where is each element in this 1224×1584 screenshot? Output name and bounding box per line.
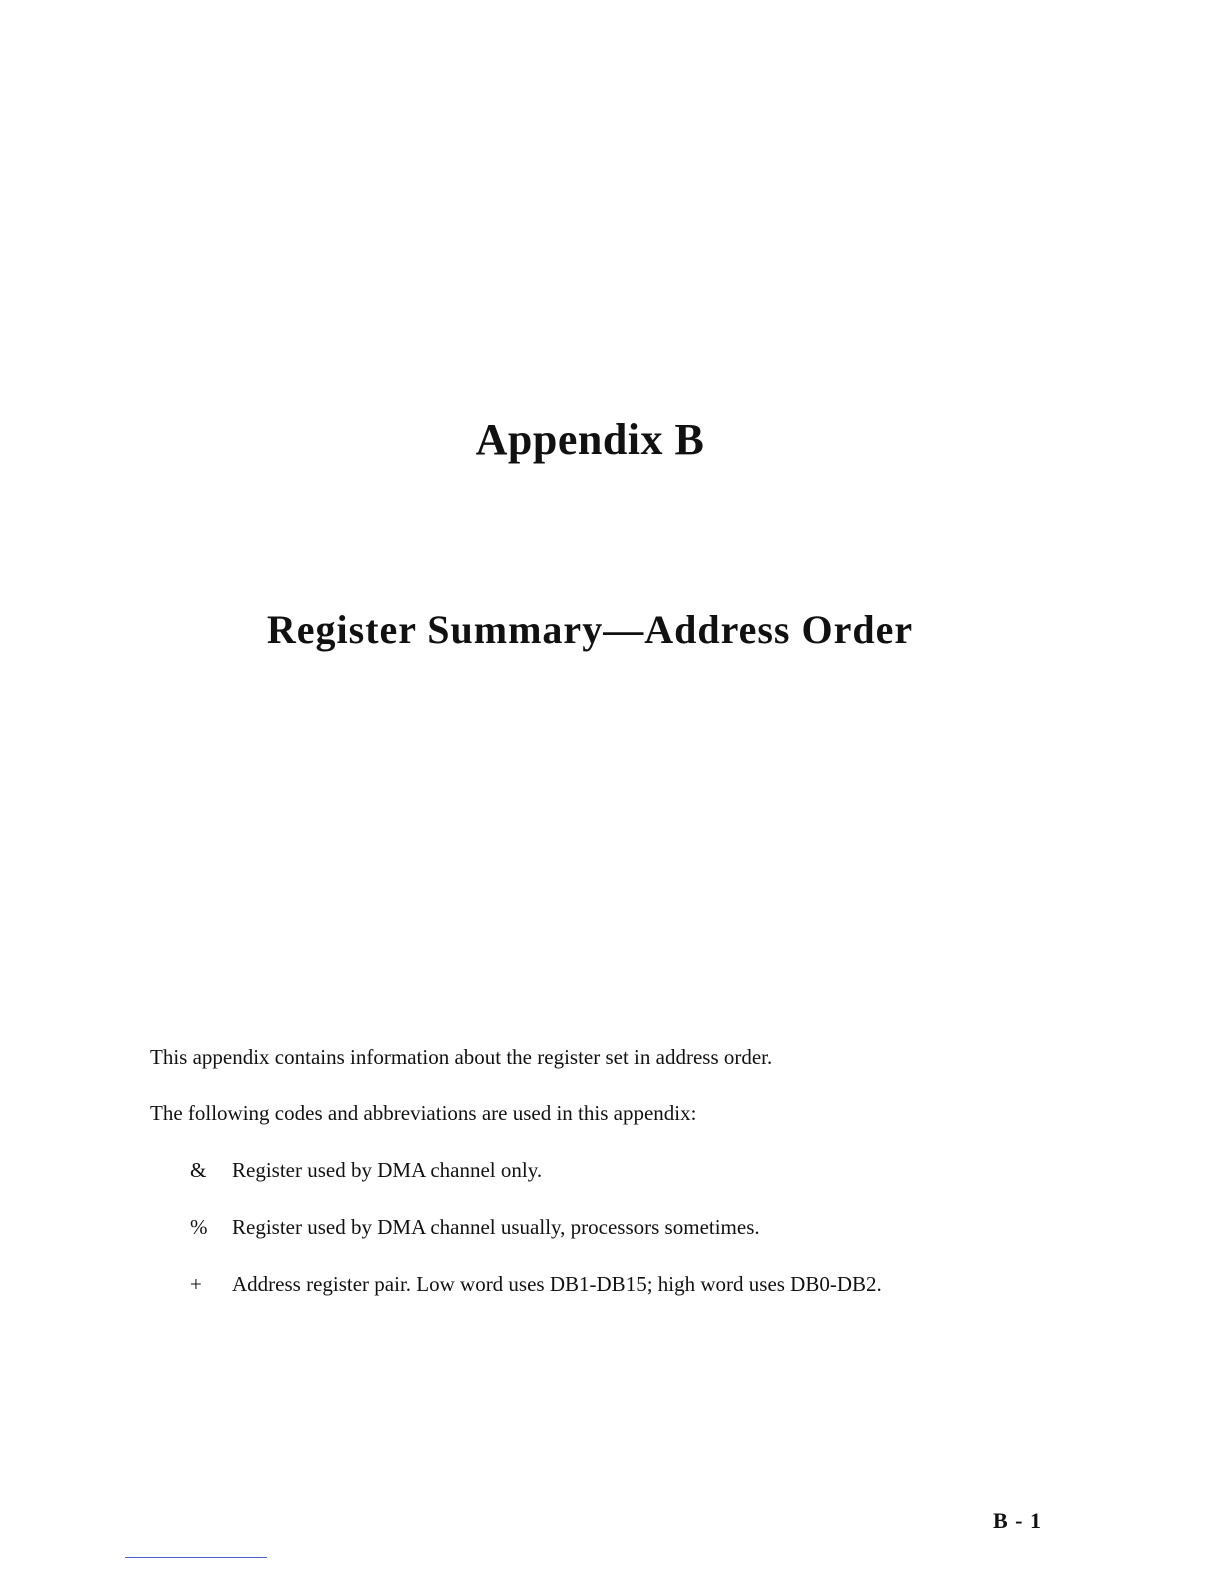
appendix-subtitle: Register Summary—Address Order (266, 607, 914, 652)
code-symbol: + (190, 1272, 202, 1296)
footer-rule (125, 1557, 267, 1558)
code-list-item (190, 1158, 542, 1183)
code-list-item (190, 1215, 760, 1240)
code-symbol: % (190, 1215, 208, 1239)
appendix-title: Appendix B (475, 415, 705, 464)
page-number: B - 1 (993, 1508, 1042, 1533)
code-description: Register used by DMA channel usually, processors sometimes. (232, 1215, 760, 1239)
code-list-item (190, 1272, 882, 1297)
intro-paragraph-2: The following codes and abbreviations are used in this appendix: (150, 1101, 697, 1125)
code-description: Address register pair. Low word uses DB1-DB15; high word uses DB0-DB2. (232, 1272, 882, 1296)
code-symbol: & (190, 1158, 207, 1182)
code-description: Register used by DMA channel only. (232, 1158, 543, 1182)
intro-paragraph-1: This appendix contains information about the register set in address order. (150, 1045, 773, 1069)
